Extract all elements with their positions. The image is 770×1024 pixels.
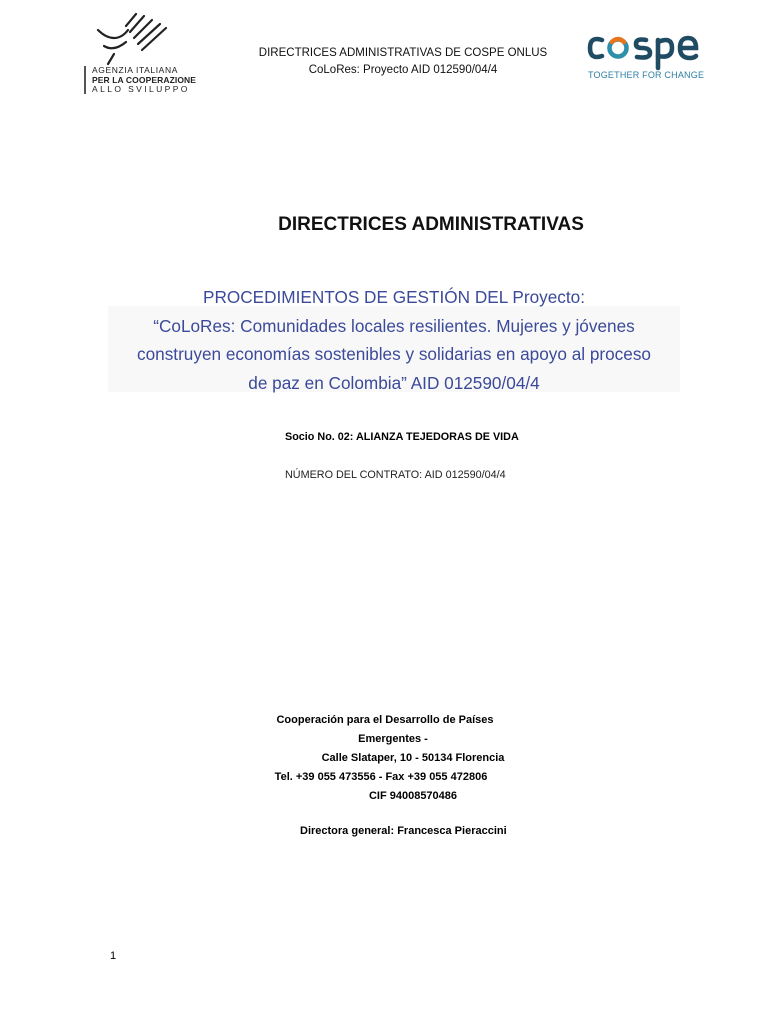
address-block bbox=[250, 711, 540, 806]
dove-icon bbox=[98, 14, 166, 64]
director-line: Directora general: Francesca Pieraccini bbox=[300, 825, 507, 837]
address-line-1: Cooperación para el Desarrollo de Países bbox=[276, 714, 494, 726]
aics-line-1: AGENZIA ITALIANA bbox=[92, 65, 178, 75]
cospe-tagline: TOGETHER FOR CHANGE bbox=[588, 70, 705, 80]
aics-line-3: ALLO SVILUPPO bbox=[92, 84, 190, 94]
project-line-3: construyen economías sostenibles y solidarias en apoyo al proceso bbox=[136, 344, 651, 364]
project-line-2: “CoLoRes: Comunidades locales resilientes. Mujeres y jóvenes bbox=[153, 315, 635, 336]
socio-line: Socio No. 02: ALIANZA TEJEDORAS DE VIDA bbox=[285, 431, 519, 443]
document-title: DIRECTRICES ADMINISTRATIVAS bbox=[278, 214, 584, 235]
page-header bbox=[220, 45, 586, 79]
aics-logo-bar bbox=[84, 66, 86, 94]
contract-number: NÚMERO DEL CONTRATO: AID 012590/04/4 bbox=[285, 469, 506, 481]
address-line-2: Emergentes - bbox=[358, 733, 428, 745]
aics-logo-text bbox=[92, 66, 196, 95]
project-description bbox=[108, 283, 680, 397]
header-line-2: CoLoRes: Proyecto AID 012590/04/4 bbox=[308, 64, 498, 76]
address-line-4: Tel. +39 055 473556 - Fax +39 055 472806 bbox=[274, 771, 488, 783]
page-number: 1 bbox=[110, 950, 117, 962]
project-line-4: de paz en Colombia” AID 012590/04/4 bbox=[248, 372, 540, 393]
aics-line-2: PER LA COOPERAZIONE bbox=[92, 74, 197, 85]
header-line-1: DIRECTRICES ADMINISTRATIVAS DE COSPE ONLUS bbox=[258, 47, 548, 59]
project-line-1: PROCEDIMIENTOS DE GESTIÓN DEL Proyecto: bbox=[202, 287, 586, 307]
address-line-3: Calle Slataper, 10 - 50134 Florencia bbox=[321, 752, 505, 764]
address-line-5: CIF 94008570486 bbox=[368, 790, 458, 802]
